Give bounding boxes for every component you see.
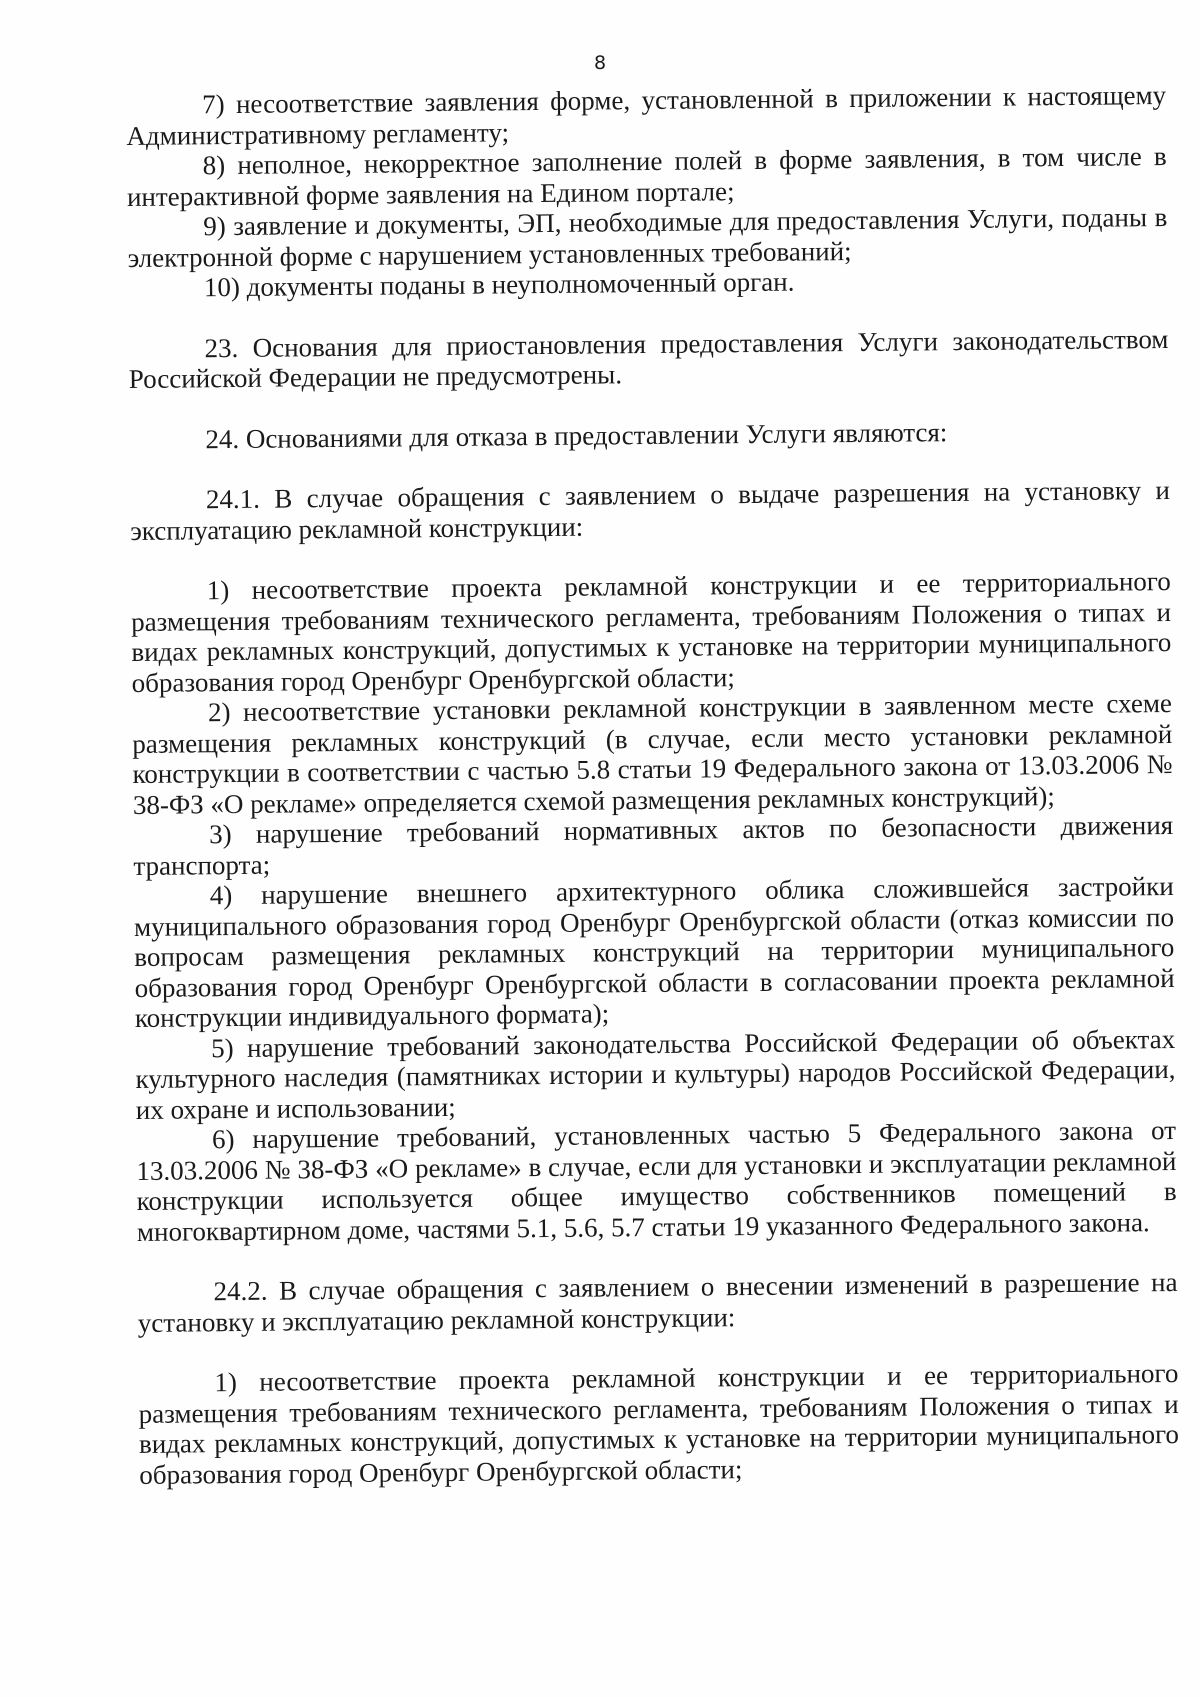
paragraph-24-1-item-4: 4) нарушение внешнего архитектурного облика сложившейся застройки муниципального образования город Оренбург Оренбургской области (отказ комиссии по вопросам размещения рекламных конструкций на территории муниципального образования город Оренбург Оренбургской области в согласовании проекта рекламной конструкции индивидуального формата); xyxy=(133,870,1175,1033)
paragraph-24-1-item-1: 1) несоответствие проекта рекламной конструкции и ее территориального размещения требованиям технического регламента, требованиям Положения о типах и видах рекламных конструкций, допустимых к установке на территории муниципального образования город Оренбург Оренбургской области; xyxy=(130,565,1172,698)
paragraph-24-2-item-1: 1) несоответствие проекта рекламной конструкции и ее территориального размещения требованиям технического регламента, требованиям Положения о типах и видах рекламных конструкций, допустимых к установке на территории муниципального образования город Оренбург Оренбургской области; xyxy=(138,1357,1180,1490)
paragraph-24-1-item-2: 2) несоответствие установки рекламной конструкции в заявленном месте схеме размещения рекламных конструкций (в случае, если место установки рекламной конструкции в соответствии с частью 5.8 статьи 19 Федерального закона от 13.03.2006 № 38-ФЗ «О рекламе» определяется схемой размещения рекламных конструкций); xyxy=(132,687,1173,820)
paragraph-24: 24. Основаниями для отказа в предоставлении Услуги являются: xyxy=(205,416,948,454)
paragraph-10: 10) документы поданы в неуполномоченный орган. xyxy=(203,266,795,303)
paragraph-24-1-item-5: 5) нарушение требований законодательства Российской Федерации об объектах культурного наследия (памятниках истории и культуры) народов Российской Федерации, их охране и использовании; xyxy=(135,1023,1176,1125)
paragraph-8: 8) неполное, некорректное заполнение полей в форме заявления, в том числе в интерактивной форме заявления на Едином портале; xyxy=(126,141,1167,212)
paragraph-24-2: 24.2. В случае обращения с заявлением о внесении изменений в разрешение на установку и эксплуатацию рекламной конструкции: xyxy=(137,1266,1178,1338)
paragraph-24-1-item-3: 3) нарушение требований нормативных актов по безопасности движения транспорта; xyxy=(133,809,1174,881)
paragraph-9: 9) заявление и документы, ЭП, необходимые для предоставления Услуги, поданы в электронной форме с нарушением установленных требований; xyxy=(127,202,1168,273)
paragraph-23: 23. Основания для приостановления предоставления Услуги законодательством Российской Федерации не предусмотрены. xyxy=(128,323,1169,394)
paragraph-7: 7) несоответствие заявления форме, установленной в приложении к настоящему Административному регламенту; xyxy=(126,80,1167,151)
document-body xyxy=(126,80,1179,1490)
paragraph-24-1-item-6: 6) нарушение требований, установленных частью 5 Федерального закона от 13.03.2006 № 38-ФЗ «О рекламе» в случае, если для установки и эксплуатации рекламной конструкции используется общее имущество собственников помещений в многоквартирном доме, частями 5.1, 5.6, 5.7 статьи 19 указанного Федерального закона. xyxy=(136,1114,1177,1247)
page-number: 8 xyxy=(593,52,607,74)
paragraph-24-1: 24.1. В случае обращения с заявлением о выдаче разрешения на установку и эксплуатацию рекламной конструкции: xyxy=(130,474,1171,546)
